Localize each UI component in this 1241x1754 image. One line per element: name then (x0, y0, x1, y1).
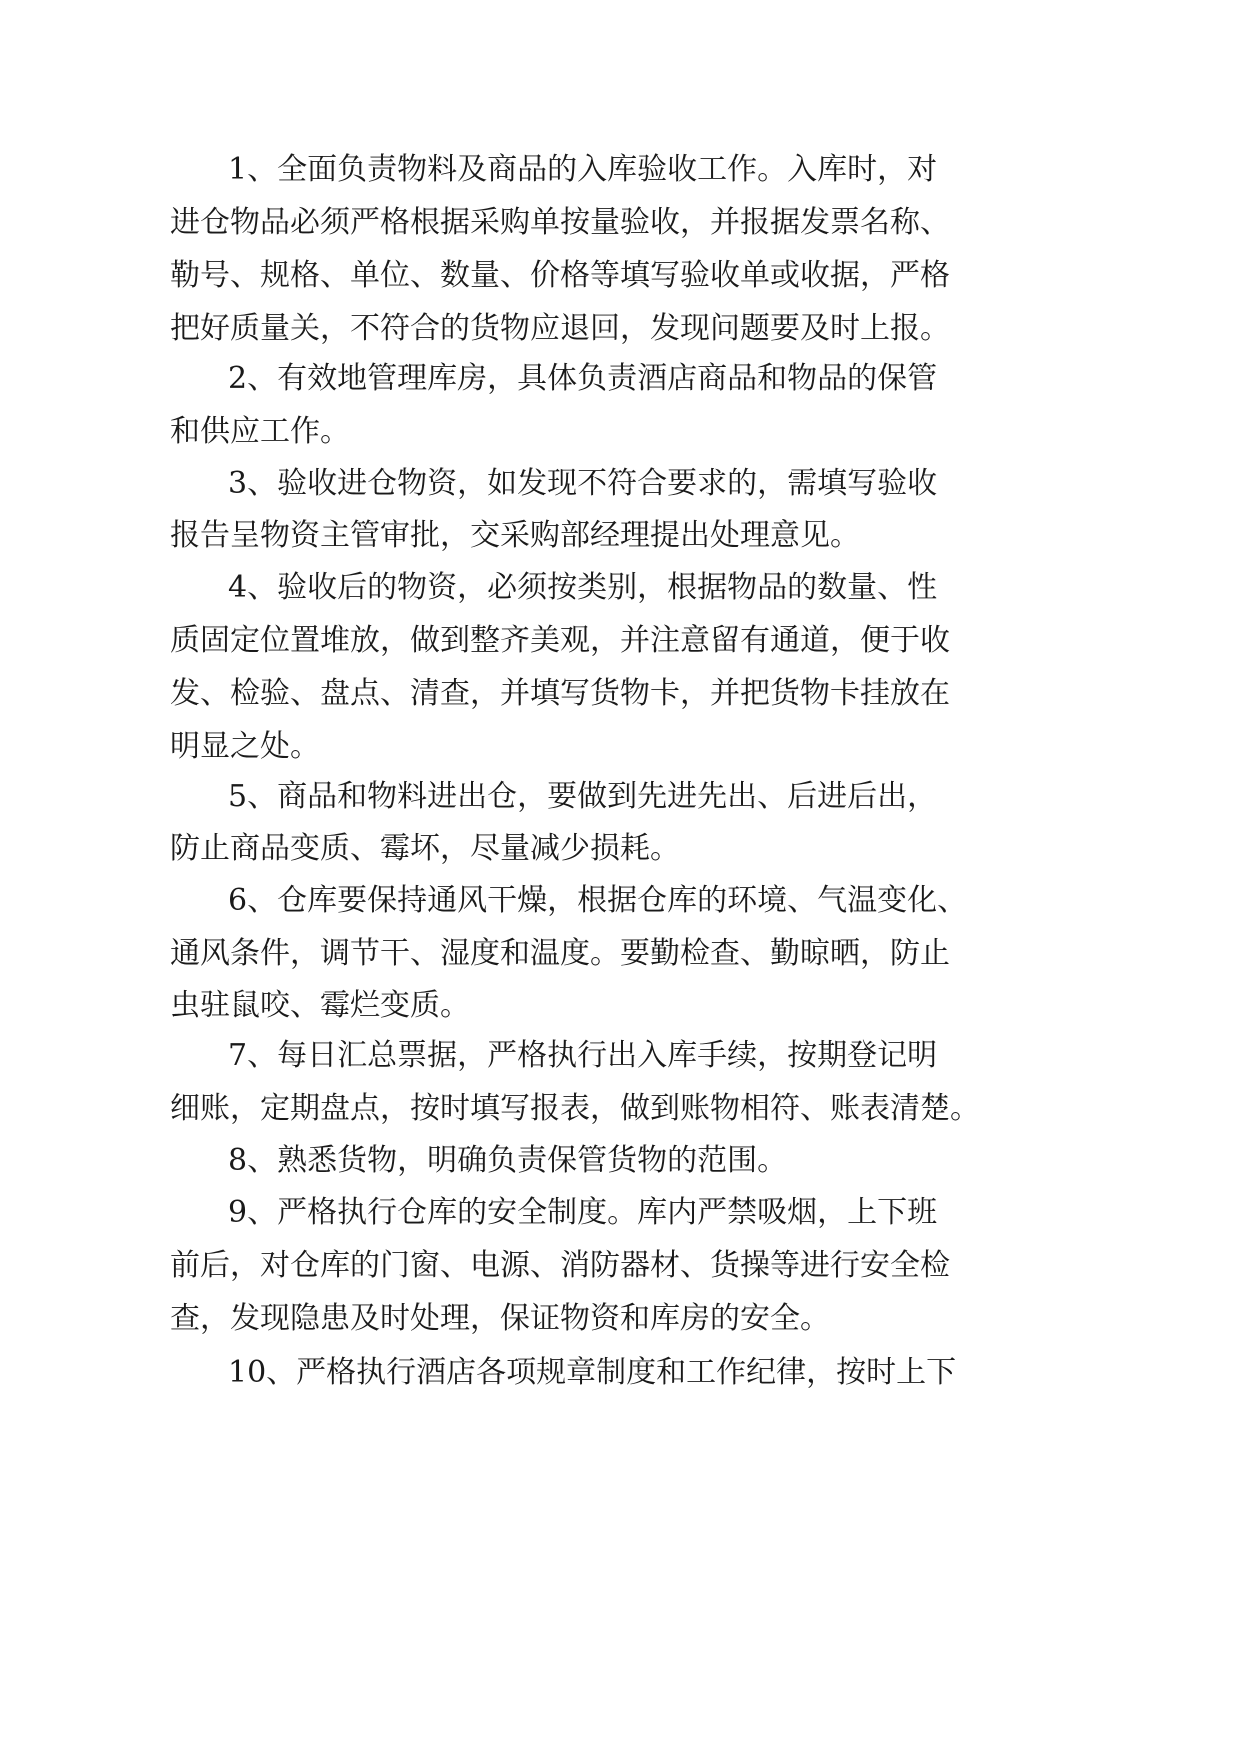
paragraph-line: 质固定位置堆放，做到整齐美观，并注意留有通道，便于收 (170, 623, 950, 658)
paragraph-line: 报告呈物资主管审批，交采购部经理提出处理意见。 (170, 518, 860, 553)
paragraph-line: 前后，对仓库的门窗、电源、消防器材、货操等进行安全检 (170, 1248, 950, 1283)
paragraph-line: 4、验收后的物资，必须按类别，根据物品的数量、性 (228, 570, 938, 605)
paragraph-line: 通风条件，调节干、湿度和温度。要勤检查、勤晾晒，防止 (170, 936, 950, 971)
paragraph-line: 把好质量关，不符合的货物应退回，发现问题要及时上报。 (170, 311, 950, 346)
paragraph-line: 防止商品变质、霉坏，尽量减少损耗。 (170, 831, 680, 866)
paragraph-line: 1、全面负责物料及商品的入库验收工作。入库时，对 (228, 152, 938, 187)
paragraph-line: 和供应工作。 (170, 414, 350, 449)
paragraph-line: 明显之处。 (170, 729, 320, 764)
paragraph-line: 9、严格执行仓库的安全制度。库内严禁吸烟，上下班 (228, 1195, 938, 1230)
paragraph-line: 6、仓库要保持通风干燥，根据仓库的环境、气温变化、 (228, 883, 968, 918)
paragraph-line: 10、严格执行酒店各项规章制度和工作纪律，按时上下 (228, 1355, 957, 1390)
paragraph-line: 勒号、规格、单位、数量、价格等填写验收单或收据，严格 (170, 258, 950, 293)
paragraph-line: 3、验收进仓物资，如发现不符合要求的，需填写验收 (228, 466, 938, 501)
paragraph-line: 5、商品和物料进出仓，要做到先进先出、后进后出， (228, 779, 938, 814)
paragraph-line: 7、每日汇总票据，严格执行出入库手续，按期登记明 (228, 1038, 938, 1073)
paragraph-line: 发、检验、盘点、清查，并填写货物卡，并把货物卡挂放在 (170, 676, 950, 711)
paragraph-line: 虫驻鼠咬、霉烂变质。 (170, 988, 470, 1023)
paragraph-line: 进仓物品必须严格根据采购单按量验收，并报据发票名称、 (170, 205, 950, 240)
paragraph-line: 2、有效地管理库房，具体负责酒店商品和物品的保管 (228, 361, 938, 396)
paragraph-line: 细账，定期盘点，按时填写报表，做到账物相符、账表清楚。 (170, 1091, 980, 1126)
paragraph-line: 8、熟悉货物，明确负责保管货物的范围。 (228, 1143, 788, 1178)
paragraph-line: 查，发现隐患及时处理，保证物资和库房的安全。 (170, 1301, 830, 1336)
